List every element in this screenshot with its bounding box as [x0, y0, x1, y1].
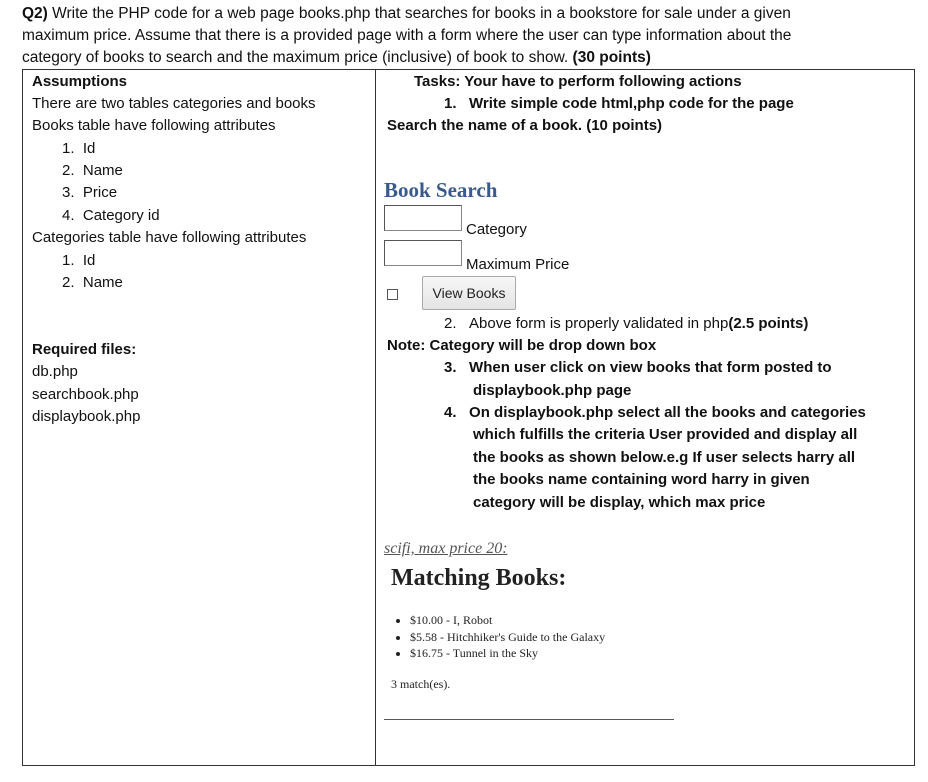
- matching-books-heading: Matching Books:: [391, 565, 567, 591]
- task-4-cont: category will be display, which max price: [473, 494, 766, 511]
- assumptions-heading: Assumptions: [32, 73, 128, 90]
- required-files-heading: Required files:: [32, 341, 137, 358]
- category-label: Category: [466, 221, 527, 238]
- books-attr-line: Books table have following attributes: [32, 117, 276, 134]
- task-1-sub: Search the name of a book. (10 points): [387, 117, 663, 134]
- question-line-1: [22, 3, 791, 25]
- books-attr-item: 2. Name: [62, 162, 123, 179]
- result-query-link[interactable]: scifi, max price 20:: [384, 540, 508, 557]
- books-attr-item: 1. Id: [62, 140, 96, 157]
- results-list: [398, 612, 605, 662]
- question-label: Q2): [22, 5, 48, 22]
- books-attr-item: 3. Price: [62, 184, 118, 201]
- book-search-title: Book Search: [384, 178, 498, 202]
- category-input[interactable]: [384, 205, 462, 231]
- task-3-cont: displaybook.php page: [473, 382, 632, 399]
- file-item: displaybook.php: [32, 408, 141, 425]
- task-4-cont: which fulfills the criteria User provided and display all: [473, 426, 858, 443]
- result-divider: [384, 719, 674, 720]
- checkbox[interactable]: [387, 289, 398, 300]
- cat-attr-item: 2. Name: [62, 274, 123, 291]
- max-price-input[interactable]: [384, 240, 462, 266]
- cat-attr-item: 1. Id: [62, 252, 96, 269]
- tables-line: There are two tables categories and books: [32, 95, 316, 112]
- task-4-cont: the books as shown below.e.g If user selects harry all: [473, 449, 856, 466]
- note-line: Note: Category will be drop down box: [387, 337, 657, 354]
- task-4-cont: the books name containing word harry in given: [473, 471, 810, 488]
- cat-attr-line: Categories table have following attributes: [32, 229, 307, 246]
- file-item: searchbook.php: [32, 386, 139, 403]
- question-text-3: category of books to search and the maximum price (inclusive) of book to show.: [22, 49, 569, 66]
- task-1: 1. Write simple code html,php code for the page: [444, 95, 794, 112]
- question-line-3: [22, 47, 651, 69]
- column-divider: [375, 69, 376, 766]
- result-item: • $16.75 - Tunnel in the Sky: [410, 645, 605, 662]
- task-2: 2. Above form is properly validated in php(2.5 points): [444, 315, 809, 332]
- tasks-heading: Tasks: Your have to perform following actions: [414, 73, 742, 90]
- result-item: • $5.58 - Hitchhiker's Guide to the Galaxy: [410, 629, 605, 646]
- view-books-button[interactable]: View Books: [422, 276, 516, 310]
- file-item: db.php: [32, 363, 78, 380]
- books-attr-item: 4. Category id: [62, 207, 160, 224]
- question-text-1: Write the PHP code for a web page books.php that searches for books in a bookstore for sale under a given: [52, 5, 791, 22]
- task-4: 4. On displaybook.php select all the books and categories: [444, 404, 866, 421]
- match-count: 3 match(es).: [391, 677, 451, 691]
- question-points: (30 points): [572, 49, 651, 66]
- max-price-label: Maximum Price: [466, 256, 570, 273]
- result-item: • $10.00 - I, Robot: [410, 612, 605, 629]
- question-line-2: maximum price. Assume that there is a provided page with a form where the user can type information about the: [22, 27, 792, 44]
- task-3: 3. When user click on view books that form posted to: [444, 359, 832, 376]
